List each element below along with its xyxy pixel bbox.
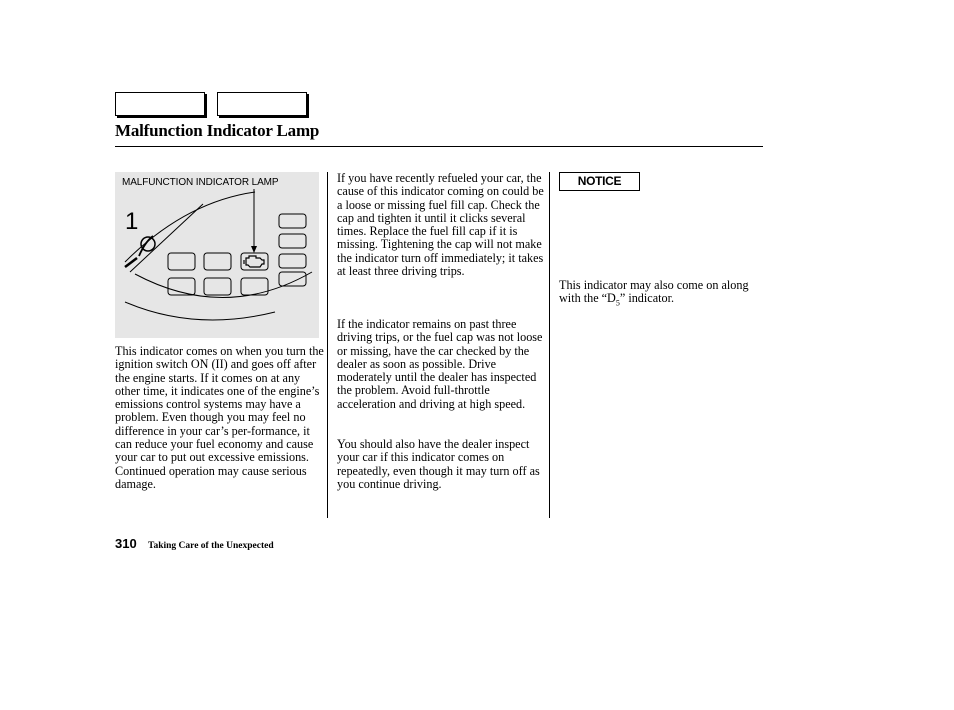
nav-tab-box[interactable]: [217, 92, 307, 116]
indicator-lamp-box: [204, 278, 231, 295]
d5-note-text-before: This indicator may also come on along with the “D: [559, 278, 749, 306]
paragraph-remains-on: If the indicator remains on past three driving trips, or the fuel cap was not loose or missing, have the car checked by the dealer as soon as possible. Drive moderately until the dealer has inspected the problem. Avoid full-throttle acceleration and driving at high speed.: [337, 317, 543, 411]
instrument-panel-illustration: [115, 172, 319, 338]
column-divider: [549, 172, 550, 518]
d5-note-text-after: ” indicator.: [619, 291, 675, 306]
d5-note-subscript: 5: [615, 298, 620, 308]
gauge-needle: [125, 258, 137, 267]
title-divider: [115, 146, 763, 147]
gauge-bottom-arc: [125, 302, 275, 320]
page-title: Malfunction Indicator Lamp: [115, 121, 320, 140]
gauge-lower-arc: [135, 272, 312, 298]
gauge-number: 1: [125, 208, 139, 235]
gauge-outer-arc: [125, 192, 255, 262]
section-name: Taking Care of the Unexpected: [148, 541, 274, 551]
indicator-lamp-box: [279, 214, 306, 228]
paragraph-d5-note: [559, 279, 759, 310]
column-divider: [327, 172, 328, 518]
check-engine-icon: [244, 256, 264, 267]
indicator-lamp-box: [279, 254, 306, 268]
nav-tab-box[interactable]: [115, 92, 205, 116]
figure-caption: MALFUNCTION INDICATOR LAMP: [122, 177, 279, 188]
instrument-panel-figure: [115, 172, 319, 338]
paragraph-repeated: You should also have the dealer inspect your car if this indicator comes on repeatedly, even though it may turn off as you continue driving.: [337, 437, 540, 491]
gauge-zero-mark: [141, 237, 155, 251]
indicator-lamp-box: [168, 253, 195, 270]
paragraph-fuel-cap: If you have recently refueled your car, the cause of this indicator coming on could be a loose or missing fuel fill cap. Check the cap and tighten it until it clicks several times. Replace the fuel fill cap if it is missing. Tightening the cap will not make the indicator turn off immediately; it takes at least three driving trips.: [337, 171, 544, 279]
notice-label: NOTICE: [559, 172, 640, 191]
page-number: 310: [115, 536, 137, 551]
indicator-lamp-box: [204, 253, 231, 270]
callout-arrow-icon: [251, 246, 257, 253]
paragraph-indicator-description: This indicator comes on when you turn the ignition switch ON (II) and goes off after the engine starts. If it comes on at any other time, it indicates one of the engine’s emissions control systems may have a problem. Even though you may feel no difference in your car’s per-formance, it can reduce your fuel economy and cause your car to put out excessive emissions. Continued operation may cause serious damage.: [115, 344, 324, 491]
indicator-lamp-box: [279, 272, 306, 286]
indicator-lamp-box: [279, 234, 306, 248]
gauge-pointer-line: [130, 204, 203, 272]
